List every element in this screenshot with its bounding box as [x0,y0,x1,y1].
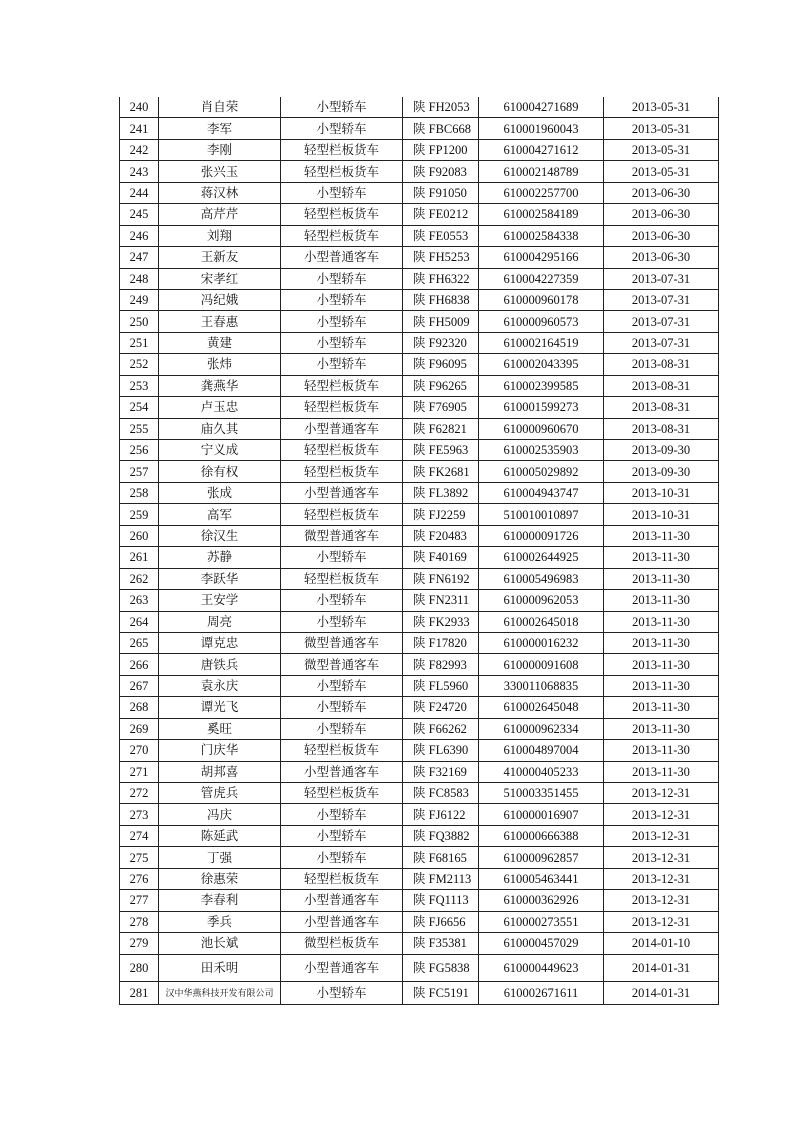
cell-date: 2013-11-30 [604,525,719,546]
cell-plate-number: 陕 FP1200 [403,139,479,160]
cell-date: 2013-11-30 [604,697,719,718]
table-row [120,611,719,632]
cell-owner-name: 张成 [159,482,281,503]
cell-vehicle-type: 轻型栏板货车 [281,504,403,525]
table-row [120,783,719,804]
cell-id-number: 610002043395 [479,354,604,375]
cell-index: 264 [120,611,159,632]
cell-id-number: 610004271689 [479,97,604,118]
cell-owner-name: 周亮 [159,611,281,632]
cell-vehicle-type: 轻型栏板货车 [281,375,403,396]
cell-vehicle-type: 轻型栏板货车 [281,139,403,160]
table-row [120,289,719,310]
cell-id-number: 610002535903 [479,440,604,461]
cell-index: 281 [120,981,159,1004]
cell-plate-number: 陕 FL5960 [403,675,479,696]
cell-vehicle-type: 小型轿车 [281,118,403,139]
cell-vehicle-type: 小型轿车 [281,332,403,353]
cell-plate-number: 陕 F35381 [403,933,479,954]
cell-date: 2013-05-31 [604,118,719,139]
table-row [120,761,719,782]
cell-owner-name: 肖自荣 [159,97,281,118]
cell-owner-name: 门庆华 [159,740,281,761]
cell-date: 2013-08-31 [604,397,719,418]
cell-id-number: 510010010897 [479,504,604,525]
cell-id-number: 610004227359 [479,268,604,289]
cell-vehicle-type: 微型普通客车 [281,632,403,653]
cell-id-number: 610002164519 [479,332,604,353]
cell-plate-number: 陕 FJ2259 [403,504,479,525]
cell-index: 269 [120,718,159,739]
cell-id-number: 610000449623 [479,954,604,981]
cell-owner-name: 徐有权 [159,461,281,482]
cell-id-number: 610000962334 [479,718,604,739]
cell-id-number: 610001599273 [479,397,604,418]
cell-id-number: 610000962053 [479,590,604,611]
cell-id-number: 610004943747 [479,482,604,503]
table-row [120,225,719,246]
cell-id-number: 410000405233 [479,761,604,782]
cell-plate-number: 陕 FQ3882 [403,825,479,846]
cell-vehicle-type: 轻型栏板货车 [281,568,403,589]
cell-owner-name: 庙久其 [159,418,281,439]
cell-vehicle-type: 小型轿车 [281,675,403,696]
cell-plate-number: 陕 FJ6122 [403,804,479,825]
cell-date: 2013-12-31 [604,804,719,825]
cell-index: 244 [120,182,159,203]
cell-index: 253 [120,375,159,396]
cell-owner-name: 苏静 [159,547,281,568]
cell-plate-number: 陕 FN2311 [403,590,479,611]
cell-index: 240 [120,97,159,118]
cell-date: 2013-06-30 [604,247,719,268]
cell-id-number: 610000666388 [479,825,604,846]
cell-id-number: 610000960670 [479,418,604,439]
cell-index: 252 [120,354,159,375]
cell-vehicle-type: 轻型栏板货车 [281,440,403,461]
cell-date: 2013-11-30 [604,718,719,739]
cell-id-number: 610000091608 [479,654,604,675]
cell-vehicle-type: 小型轿车 [281,718,403,739]
table-row [120,954,719,981]
cell-vehicle-type: 微型栏板货车 [281,933,403,954]
cell-vehicle-type: 微型普通客车 [281,525,403,546]
cell-vehicle-type: 小型普通客车 [281,247,403,268]
cell-owner-name: 唐铁兵 [159,654,281,675]
cell-index: 255 [120,418,159,439]
cell-owner-name: 蒋汉林 [159,182,281,203]
table-body [120,97,719,1004]
cell-id-number: 610002148789 [479,161,604,182]
cell-plate-number: 陕 FE0553 [403,225,479,246]
cell-vehicle-type: 轻型栏板货车 [281,783,403,804]
cell-date: 2013-11-30 [604,632,719,653]
cell-index: 271 [120,761,159,782]
cell-owner-name: 冯纪娥 [159,289,281,310]
cell-index: 258 [120,482,159,503]
cell-owner-name: 丁强 [159,847,281,868]
cell-date: 2013-05-31 [604,97,719,118]
cell-date: 2013-08-31 [604,418,719,439]
cell-id-number: 610000457029 [479,933,604,954]
cell-vehicle-type: 小型轿车 [281,804,403,825]
cell-id-number: 610002645018 [479,611,604,632]
cell-index: 246 [120,225,159,246]
table-row [120,654,719,675]
table-row [120,440,719,461]
cell-index: 254 [120,397,159,418]
cell-index: 251 [120,332,159,353]
cell-date: 2013-12-31 [604,847,719,868]
cell-vehicle-type: 小型轿车 [281,97,403,118]
table-row [120,418,719,439]
cell-vehicle-type: 轻型栏板货车 [281,204,403,225]
table-row [120,504,719,525]
cell-vehicle-type: 轻型栏板货车 [281,461,403,482]
cell-owner-name: 张炜 [159,354,281,375]
cell-owner-name: 季兵 [159,911,281,932]
table-row [120,139,719,160]
cell-index: 276 [120,868,159,889]
table-row [120,718,719,739]
cell-index: 248 [120,268,159,289]
cell-id-number: 330011068835 [479,675,604,696]
cell-plate-number: 陕 FM2113 [403,868,479,889]
cell-owner-name: 袁永庆 [159,675,281,696]
cell-owner-name: 池长斌 [159,933,281,954]
cell-owner-name: 李军 [159,118,281,139]
cell-date: 2013-12-31 [604,890,719,911]
cell-date: 2013-11-30 [604,568,719,589]
cell-id-number: 610002584189 [479,204,604,225]
cell-owner-name: 陈延武 [159,825,281,846]
cell-index: 280 [120,954,159,981]
table-row [120,890,719,911]
cell-plate-number: 陕 F92083 [403,161,479,182]
cell-id-number: 610002645048 [479,697,604,718]
table-row [120,825,719,846]
cell-id-number: 610005029892 [479,461,604,482]
cell-index: 261 [120,547,159,568]
cell-plate-number: 陕 FE0212 [403,204,479,225]
cell-vehicle-type: 小型轿车 [281,825,403,846]
cell-vehicle-type: 小型轿车 [281,311,403,332]
cell-date: 2013-12-31 [604,783,719,804]
cell-owner-name: 汉中华燕科技开发有限公司 [159,981,281,1004]
cell-date: 2013-11-30 [604,611,719,632]
cell-plate-number: 陕 FH6838 [403,289,479,310]
cell-owner-name: 李跃华 [159,568,281,589]
cell-id-number: 610000091726 [479,525,604,546]
cell-date: 2013-12-31 [604,825,719,846]
cell-plate-number: 陕 F96265 [403,375,479,396]
cell-plate-number: 陕 FE5963 [403,440,479,461]
cell-date: 2013-06-30 [604,204,719,225]
cell-vehicle-type: 小型轿车 [281,354,403,375]
cell-plate-number: 陕 F92320 [403,332,479,353]
cell-vehicle-type: 小型轿车 [281,547,403,568]
cell-vehicle-type: 轻型栏板货车 [281,740,403,761]
table-row [120,118,719,139]
cell-owner-name: 卢玉忠 [159,397,281,418]
cell-vehicle-type: 微型普通客车 [281,654,403,675]
cell-index: 270 [120,740,159,761]
cell-date: 2013-09-30 [604,440,719,461]
cell-date: 2013-07-31 [604,289,719,310]
cell-id-number: 610005496983 [479,568,604,589]
cell-plate-number: 陕 F20483 [403,525,479,546]
cell-index: 278 [120,911,159,932]
cell-id-number: 610000016907 [479,804,604,825]
cell-date: 2013-05-31 [604,161,719,182]
cell-index: 272 [120,783,159,804]
table-row [120,547,719,568]
table-row [120,675,719,696]
cell-id-number: 610004271612 [479,139,604,160]
table-row [120,740,719,761]
table-row [120,247,719,268]
cell-date: 2013-09-30 [604,461,719,482]
cell-plate-number: 陕 FK2681 [403,461,479,482]
cell-date: 2014-01-31 [604,981,719,1004]
cell-owner-name: 宋孝红 [159,268,281,289]
cell-date: 2013-12-31 [604,911,719,932]
cell-index: 263 [120,590,159,611]
cell-owner-name: 刘翔 [159,225,281,246]
cell-id-number: 610001960043 [479,118,604,139]
cell-index: 243 [120,161,159,182]
cell-index: 247 [120,247,159,268]
cell-plate-number: 陕 FN6192 [403,568,479,589]
cell-date: 2013-11-30 [604,654,719,675]
cell-index: 241 [120,118,159,139]
cell-plate-number: 陕 F32169 [403,761,479,782]
cell-index: 277 [120,890,159,911]
cell-index: 266 [120,654,159,675]
table-row [120,161,719,182]
table-row [120,397,719,418]
cell-owner-name: 王春惠 [159,311,281,332]
cell-index: 250 [120,311,159,332]
table-row [120,911,719,932]
cell-index: 256 [120,440,159,461]
cell-index: 242 [120,139,159,160]
cell-vehicle-type: 小型轿车 [281,182,403,203]
cell-date: 2013-07-31 [604,311,719,332]
cell-owner-name: 田禾明 [159,954,281,981]
cell-owner-name: 徐惠荣 [159,868,281,889]
cell-owner-name: 李春利 [159,890,281,911]
cell-date: 2013-08-31 [604,375,719,396]
cell-owner-name: 奚旺 [159,718,281,739]
cell-plate-number: 陕 FBC668 [403,118,479,139]
cell-date: 2013-10-31 [604,482,719,503]
table-row [120,590,719,611]
cell-plate-number: 陕 FC8583 [403,783,479,804]
table-row [120,268,719,289]
cell-owner-name: 谭光飞 [159,697,281,718]
cell-vehicle-type: 小型普通客车 [281,418,403,439]
table-row [120,568,719,589]
cell-owner-name: 王新友 [159,247,281,268]
cell-index: 257 [120,461,159,482]
cell-vehicle-type: 小型轿车 [281,847,403,868]
cell-date: 2013-11-30 [604,740,719,761]
cell-plate-number: 陕 FC5191 [403,981,479,1004]
cell-date: 2013-10-31 [604,504,719,525]
cell-owner-name: 龚燕华 [159,375,281,396]
cell-plate-number: 陕 F91050 [403,182,479,203]
table-row [120,182,719,203]
cell-owner-name: 王安学 [159,590,281,611]
cell-owner-name: 李刚 [159,139,281,160]
cell-date: 2013-05-31 [604,139,719,160]
table-row [120,847,719,868]
cell-index: 275 [120,847,159,868]
cell-date: 2013-07-31 [604,332,719,353]
table-row [120,375,719,396]
table-row [120,332,719,353]
cell-owner-name: 高军 [159,504,281,525]
cell-plate-number: 陕 FH2053 [403,97,479,118]
cell-vehicle-type: 轻型栏板货车 [281,225,403,246]
table-row [120,204,719,225]
cell-date: 2013-06-30 [604,182,719,203]
cell-id-number: 610000962857 [479,847,604,868]
table-row [120,97,719,118]
cell-index: 265 [120,632,159,653]
cell-plate-number: 陕 FK2933 [403,611,479,632]
cell-owner-name: 冯庆 [159,804,281,825]
cell-index: 260 [120,525,159,546]
cell-date: 2013-11-30 [604,547,719,568]
cell-id-number: 610002399585 [479,375,604,396]
cell-id-number: 610000960178 [479,289,604,310]
cell-plate-number: 陕 F40169 [403,547,479,568]
cell-id-number: 610000362926 [479,890,604,911]
cell-id-number: 510003351455 [479,783,604,804]
cell-id-number: 610000273551 [479,911,604,932]
cell-index: 279 [120,933,159,954]
cell-plate-number: 陕 FH5253 [403,247,479,268]
cell-id-number: 610000016232 [479,632,604,653]
cell-owner-name: 高芹芹 [159,204,281,225]
cell-owner-name: 管虎兵 [159,783,281,804]
table-row [120,354,719,375]
cell-index: 249 [120,289,159,310]
cell-plate-number: 陕 F96095 [403,354,479,375]
cell-plate-number: 陕 FH6322 [403,268,479,289]
cell-vehicle-type: 小型轿车 [281,697,403,718]
cell-date: 2013-08-31 [604,354,719,375]
cell-index: 262 [120,568,159,589]
cell-id-number: 610002644925 [479,547,604,568]
cell-vehicle-type: 小型普通客车 [281,954,403,981]
cell-vehicle-type: 轻型栏板货车 [281,397,403,418]
cell-index: 267 [120,675,159,696]
cell-plate-number: 陕 F62821 [403,418,479,439]
cell-date: 2014-01-10 [604,933,719,954]
table-row [120,311,719,332]
cell-index: 268 [120,697,159,718]
cell-owner-name: 宁义成 [159,440,281,461]
cell-plate-number: 陕 FQ1113 [403,890,479,911]
cell-plate-number: 陕 F82993 [403,654,479,675]
cell-vehicle-type: 小型轿车 [281,590,403,611]
vehicle-records-table [119,97,719,1005]
cell-id-number: 610004295166 [479,247,604,268]
cell-index: 245 [120,204,159,225]
table-row [120,981,719,1004]
cell-owner-name: 黄建 [159,332,281,353]
table-row [120,804,719,825]
cell-plate-number: 陕 F76905 [403,397,479,418]
cell-vehicle-type: 小型普通客车 [281,911,403,932]
cell-plate-number: 陕 F66262 [403,718,479,739]
cell-vehicle-type: 小型普通客车 [281,761,403,782]
cell-plate-number: 陕 FH5009 [403,311,479,332]
cell-index: 273 [120,804,159,825]
cell-vehicle-type: 小型轿车 [281,289,403,310]
cell-id-number: 610002584338 [479,225,604,246]
cell-date: 2013-06-30 [604,225,719,246]
table-row [120,632,719,653]
cell-plate-number: 陕 FJ6656 [403,911,479,932]
table-row [120,482,719,503]
cell-id-number: 610000960573 [479,311,604,332]
cell-owner-name: 胡邦喜 [159,761,281,782]
table-row [120,697,719,718]
cell-id-number: 610002671611 [479,981,604,1004]
cell-plate-number: 陕 FG5838 [403,954,479,981]
cell-date: 2013-07-31 [604,268,719,289]
table-row [120,525,719,546]
cell-date: 2013-11-30 [604,590,719,611]
cell-id-number: 610005463441 [479,868,604,889]
cell-vehicle-type: 小型普通客车 [281,890,403,911]
cell-index: 274 [120,825,159,846]
cell-owner-name: 谭克忠 [159,632,281,653]
cell-id-number: 610004897004 [479,740,604,761]
cell-vehicle-type: 小型轿车 [281,981,403,1004]
cell-plate-number: 陕 FL6390 [403,740,479,761]
table-row [120,868,719,889]
cell-index: 259 [120,504,159,525]
table-row [120,933,719,954]
cell-vehicle-type: 轻型栏板货车 [281,161,403,182]
cell-date: 2013-12-31 [604,868,719,889]
cell-vehicle-type: 小型轿车 [281,268,403,289]
cell-owner-name: 张兴玉 [159,161,281,182]
cell-date: 2013-11-30 [604,675,719,696]
cell-plate-number: 陕 F24720 [403,697,479,718]
cell-id-number: 610002257700 [479,182,604,203]
cell-vehicle-type: 轻型栏板货车 [281,868,403,889]
cell-vehicle-type: 小型轿车 [281,611,403,632]
cell-plate-number: 陕 FL3892 [403,482,479,503]
cell-plate-number: 陕 F17820 [403,632,479,653]
cell-plate-number: 陕 F68165 [403,847,479,868]
table-row [120,461,719,482]
cell-date: 2014-01-31 [604,954,719,981]
cell-owner-name: 徐汉生 [159,525,281,546]
cell-date: 2013-11-30 [604,761,719,782]
cell-vehicle-type: 小型普通客车 [281,482,403,503]
